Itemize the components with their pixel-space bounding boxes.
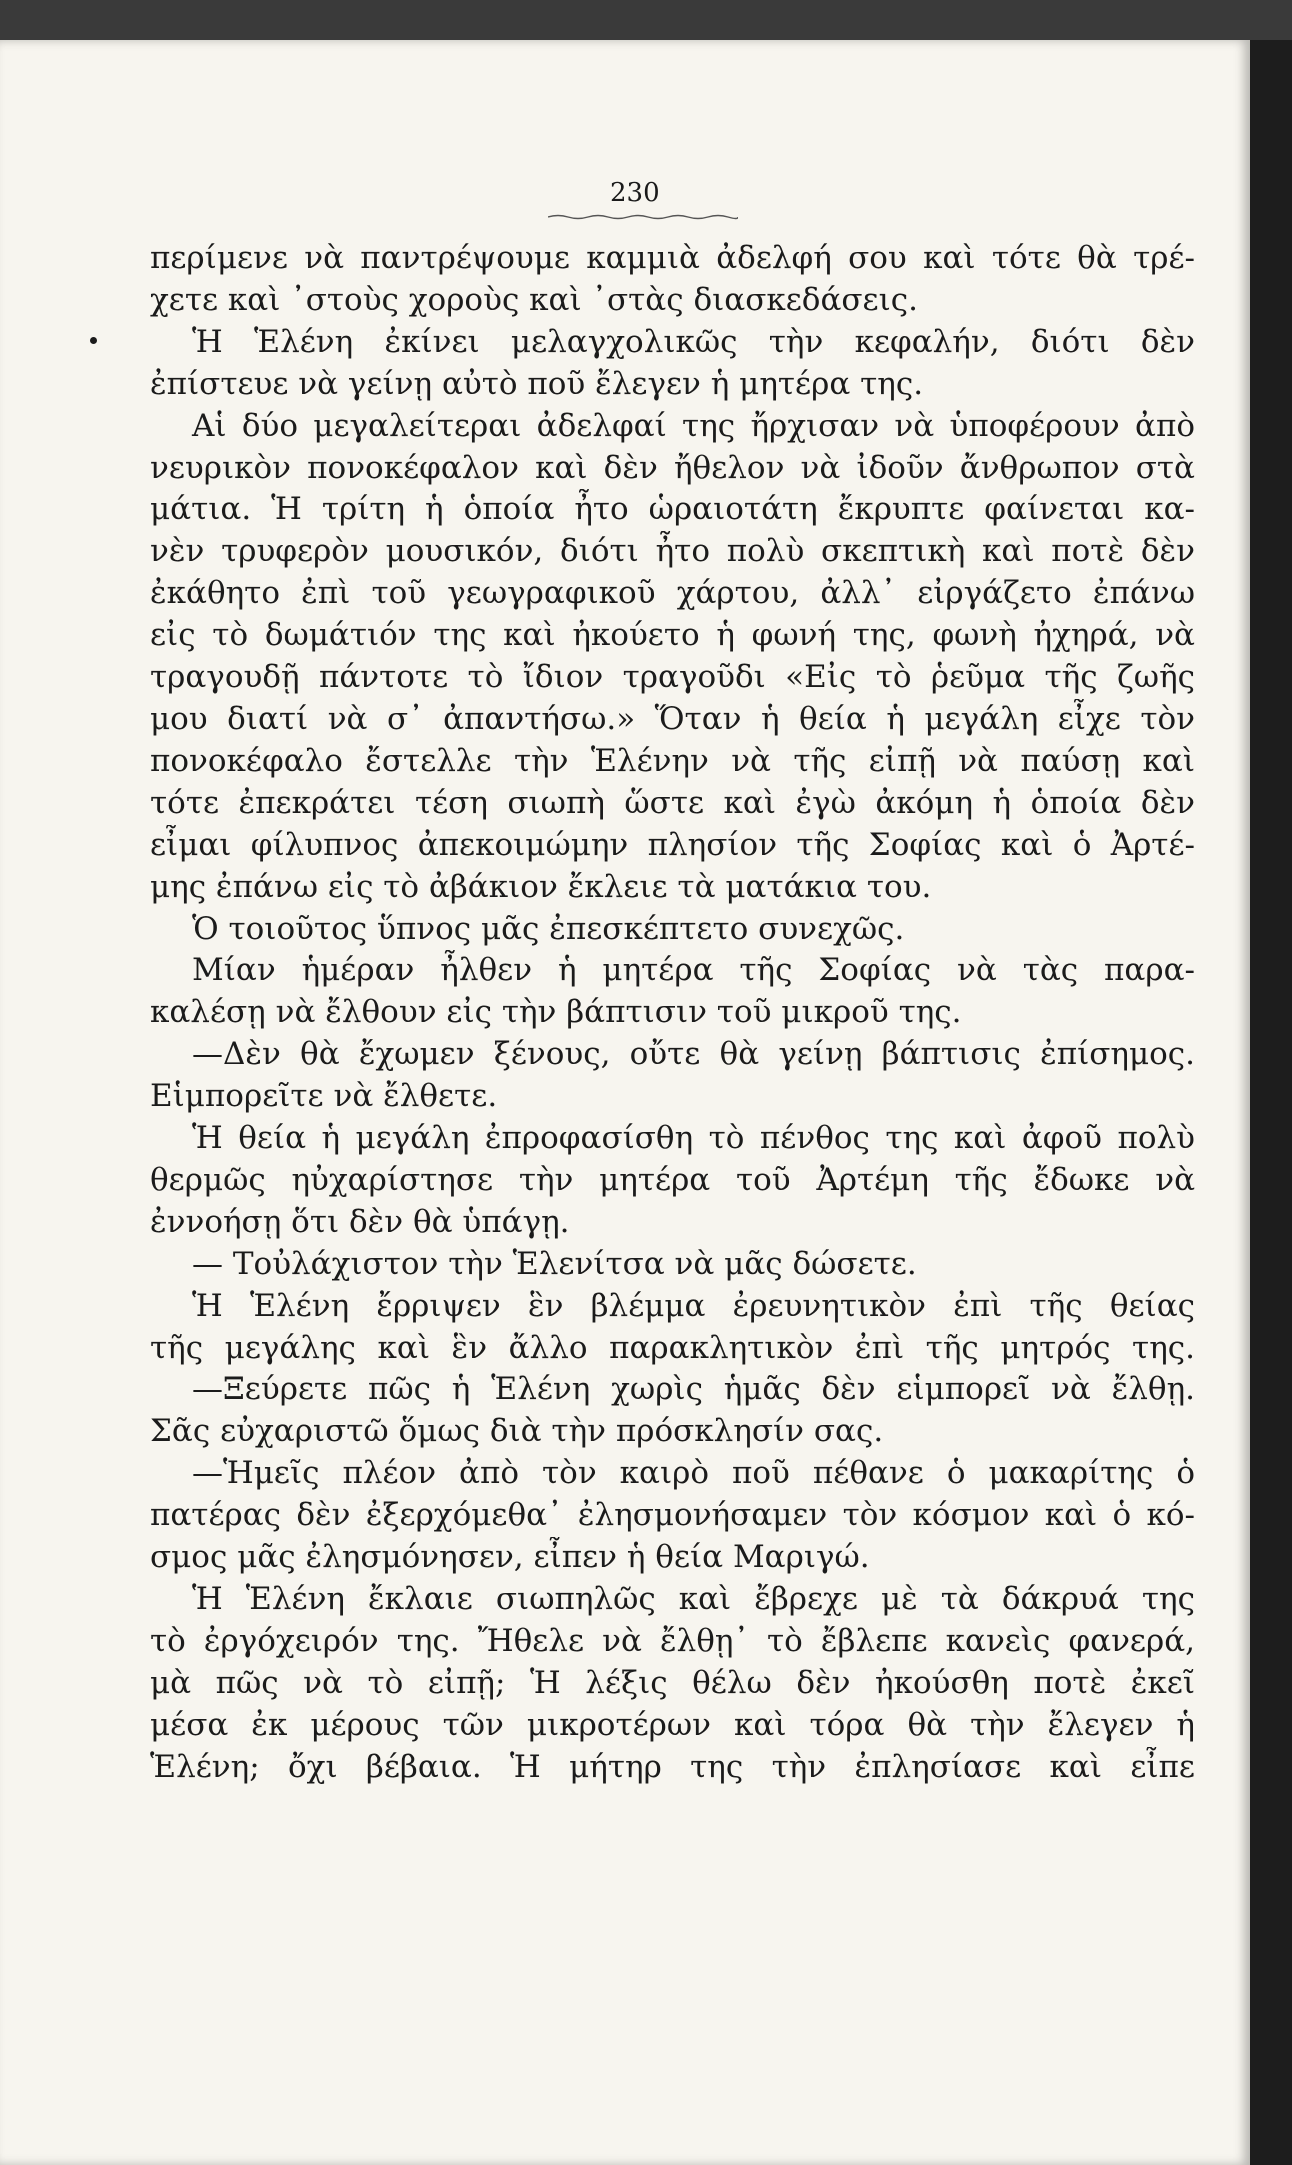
scan-right-border — [1250, 40, 1292, 2165]
text-line: Αἱ δύο μεγαλείτεραι ἀδελφαί της ἤρχισαν νὰ ὑποφέρουν ἀπὸ — [192, 407, 1195, 444]
text-line: τραγουδῇ πάντοτε τὸ ἴδιον τραγοῦδι «Εἰς τὸ ῥεῦμα τῆς ζωῆς — [150, 659, 1195, 696]
text-line: τὸ ἐργόχειρόν της. Ἤθελε νὰ ἔλθῃ᾽ τὸ ἔβλεπε κανεὶς φανερά, — [150, 1622, 1195, 1659]
page-number-ornament — [548, 214, 738, 220]
text-line: καλέσῃ νὰ ἔλθουν εἰς τὴν βάπτισιν τοῦ μικροῦ της. — [150, 994, 962, 1031]
page-number: 230 — [610, 178, 660, 208]
text-line: Ἑλένη; ὄχι βέβαια. Ἡ μήτηρ της τὴν ἐπλησίασε καὶ εἶπε — [150, 1748, 1195, 1785]
text-line: μέσα ἐκ μέρους τῶν μικροτέρων καὶ τόρα θὰ τὴν ἔλεγεν ἡ — [150, 1706, 1195, 1743]
text-line: Σᾶς εὐχαριστῶ ὅμως διὰ τὴν πρόσκλησίν σας. — [150, 1413, 884, 1450]
text-line: —Δὲν θὰ ἔχωμεν ξένους, οὔτε θὰ γείνῃ βάπτισις ἐπίσημος. — [192, 1036, 1195, 1073]
text-line: Ἡ θεία ἡ μεγάλη ἐπροφασίσθη τὸ πένθος της καὶ ἀφοῦ πολὺ — [192, 1120, 1195, 1157]
text-line: πονοκέφαλο ἔστελλε τὴν Ἑλένην νὰ τῆς εἰπῇ νὰ παύσῃ καὶ — [150, 742, 1195, 779]
text-line: νὲν τρυφερὸν μουσικόν, διότι ἦτο πολὺ σκεπτικὴ καὶ ποτὲ δὲν — [150, 533, 1195, 570]
text-line: ἐννοήσῃ ὅτι δὲν θὰ ὑπάγῃ. — [150, 1203, 570, 1240]
text-line: εἰς τὸ δωμάτιόν της καὶ ἠκούετο ἡ φωνή της, φωνὴ ἠχηρά, νὰ — [150, 617, 1195, 654]
text-line: περίμενε νὰ παντρέψουμε καμμιὰ ἀδελφή σου καὶ τότε θὰ τρέ- — [150, 240, 1195, 276]
text-line: νευρικὸν πονοκέφαλον καὶ δὲν ἤθελον νὰ ἰδοῦν ἄνθρωπον στὰ — [150, 449, 1195, 486]
text-line: πατέρας δὲν ἐξερχόμεθα᾽ ἐλησμονήσαμεν τὸν κόσμον καὶ ὁ κό- — [150, 1497, 1195, 1534]
text-line: σμος μᾶς ἐλησμόνησεν, εἶπεν ἡ θεία Μαριγώ. — [150, 1539, 870, 1576]
text-line: τῆς μεγάλης καὶ ἓν ἄλλο παρακλητικὸν ἐπὶ τῆς μητρός της. — [150, 1329, 1195, 1366]
text-line: Ἡ Ἑλένη ἔκλαιε σιωπηλῶς καὶ ἔβρεχε μὲ τὰ δάκρυά της — [192, 1581, 1195, 1617]
text-line: χετε καὶ ᾽στοὺς χοροὺς καὶ ᾽στὰς διασκεδάσεις. — [150, 281, 918, 318]
text-line: ἐκάθητο ἐπὶ τοῦ γεωγραφικοῦ χάρτου, ἀλλ᾽ εἰργάζετο ἐπάνω — [150, 575, 1195, 612]
text-line: Ὁ τοιοῦτος ὕπνος μᾶς ἐπεσκέπτετο συνεχῶς. — [192, 910, 905, 947]
text-line: μης ἐπάνω εἰς τὸ ἀβάκιον ἔκλειε τὰ ματάκια του. — [150, 868, 932, 905]
text-line: Ἡ Ἑλένη ἐκίνει μελαγχολικῶς τὴν κεφαλήν, διότι δὲν — [192, 323, 1195, 360]
text-line: Εἱμπορεῖτε νὰ ἔλθετε. — [150, 1078, 498, 1115]
text-line: μου διατί νὰ σ᾽ ἀπαντήσω.» Ὅταν ἡ θεία ἡ μεγάλη εἶχε τὸν — [150, 700, 1195, 737]
text-line: μὰ πῶς νὰ τὸ εἰπῇ; Ἡ λέξις θέλω δὲν ἠκούσθη ποτὲ ἐκεῖ — [150, 1664, 1195, 1701]
text-line: ἐπίστευε νὰ γείνῃ αὐτὸ ποῦ ἔλεγεν ἡ μητέρα της. — [150, 365, 924, 402]
text-line: Ἡ Ἑλένη ἔρριψεν ἓν βλέμμα ἐρευνητικὸν ἐπὶ τῆς θείας — [192, 1287, 1195, 1324]
text-line: θερμῶς ηὐχαρίστησε τὴν μητέρα τοῦ Ἀρτέμη τῆς ἔδωκε νὰ — [150, 1161, 1195, 1198]
text-line: τότε ἐπεκράτει τέση σιωπὴ ὥστε καὶ ἐγὼ ἀκόμη ἡ ὁποία δὲν — [150, 784, 1195, 821]
text-line: εἶμαι φίλυπνος ἀπεκοιμώμην πλησίον τῆς Σοφίας καὶ ὁ Ἀρτέ- — [150, 826, 1195, 863]
body-text — [150, 238, 1195, 1789]
text-line: —Ξεύρετε πῶς ἡ Ἑλένη χωρὶς ἡμᾶς δὲν εἱμπορεῖ νὰ ἔλθῃ. — [192, 1371, 1195, 1408]
text-line: Μίαν ἡμέραν ἦλθεν ἡ μητέρα τῆς Σοφίας νὰ τὰς παρα- — [192, 952, 1195, 989]
text-line: μάτια. Ἡ τρίτη ἡ ὁποία ἦτο ὡραιοτάτη ἔκρυπτε φαίνεται κα- — [150, 491, 1195, 528]
text-line: — Τοὐλάχιστον τὴν Ἑλενίτσα νὰ μᾶς δώσετε. — [192, 1245, 917, 1282]
text-line: —Ἡμεῖς πλέον ἀπὸ τὸν καιρὸ ποῦ πέθανε ὁ μακαρίτης ὁ — [192, 1455, 1195, 1492]
margin-dot — [90, 337, 97, 344]
